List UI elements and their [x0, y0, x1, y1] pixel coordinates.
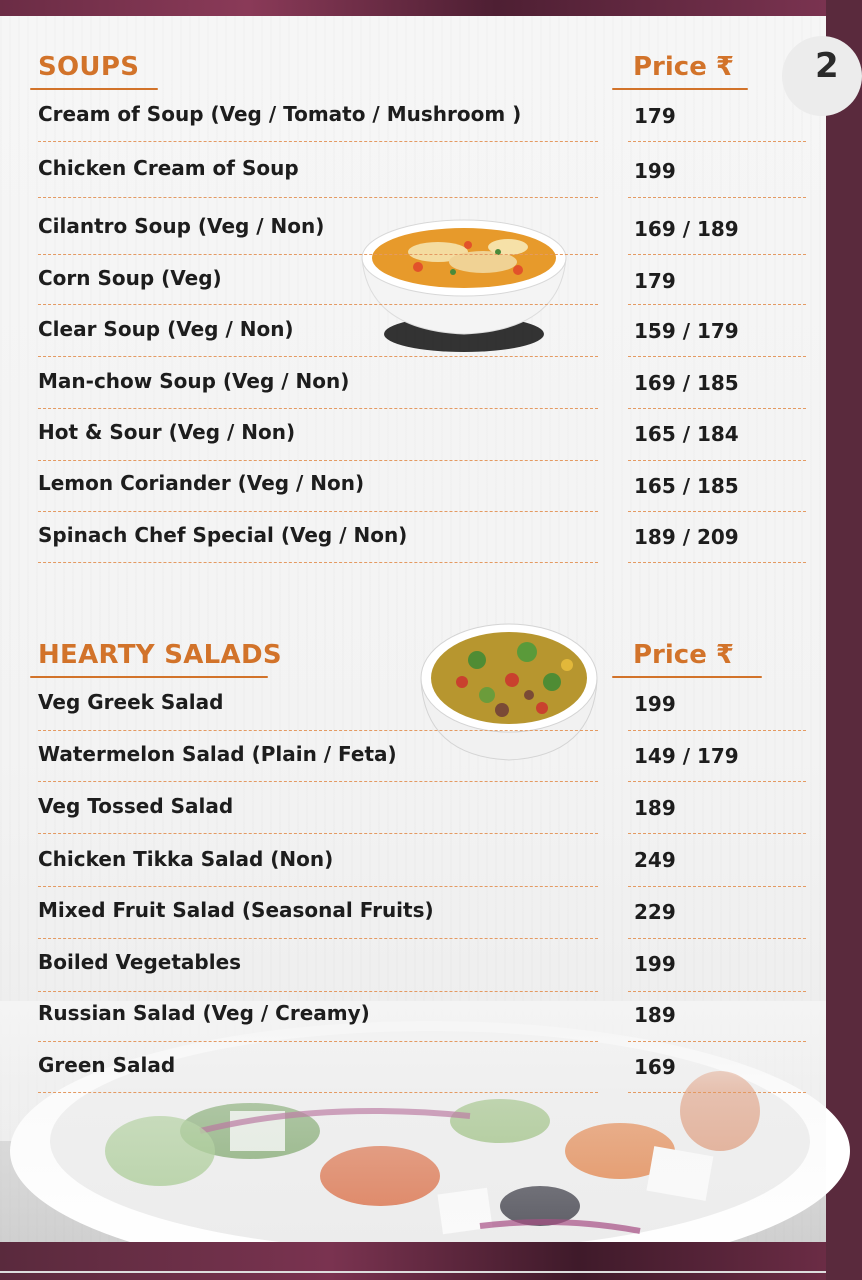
- page-number: 2: [815, 46, 839, 86]
- list-item: Cilantro Soup (Veg / Non): [38, 214, 325, 238]
- list-item: Veg Tossed Salad: [38, 794, 234, 818]
- list-item: Chicken Cream of Soup: [38, 156, 299, 180]
- item-price: 189: [634, 1003, 676, 1027]
- menu-page: [0, 16, 839, 1242]
- list-item: Chicken Tikka Salad (Non): [38, 847, 334, 871]
- divider: [38, 781, 598, 782]
- item-price: 249: [634, 848, 676, 872]
- divider: [38, 991, 598, 992]
- list-item: Cream of Soup (Veg / Tomato / Mushroom ): [38, 102, 522, 126]
- item-price: 199: [634, 159, 676, 183]
- item-price: 165 / 185: [634, 474, 739, 498]
- item-price: 159 / 179: [634, 319, 739, 343]
- divider: [628, 991, 806, 992]
- divider: [628, 197, 806, 198]
- soups-heading: SOUPS: [38, 52, 140, 82]
- item-price: 169: [634, 1055, 676, 1079]
- divider: [38, 356, 598, 357]
- item-price: 179: [634, 269, 676, 293]
- divider: [628, 304, 806, 305]
- list-item: Hot & Sour (Veg / Non): [38, 420, 296, 444]
- divider: [628, 141, 806, 142]
- item-price: 189 / 209: [634, 525, 739, 549]
- divider: [628, 562, 806, 563]
- list-item: Green Salad: [38, 1053, 176, 1077]
- item-price: 189: [634, 796, 676, 820]
- list-item: Lemon Coriander (Veg / Non): [38, 471, 365, 495]
- list-item: Watermelon Salad (Plain / Feta): [38, 742, 397, 766]
- salads-price-underline: [612, 676, 762, 678]
- divider: [38, 408, 598, 409]
- divider: [38, 1041, 598, 1042]
- divider: [628, 833, 806, 834]
- item-price: 169 / 189: [634, 217, 739, 241]
- divider: [38, 886, 598, 887]
- divider: [38, 304, 598, 305]
- divider: [38, 730, 598, 731]
- divider: [628, 460, 806, 461]
- divider: [628, 1092, 806, 1093]
- item-price: 199: [634, 692, 676, 716]
- list-item: Mixed Fruit Salad (Seasonal Fruits): [38, 898, 434, 922]
- divider: [628, 938, 806, 939]
- divider: [38, 254, 598, 255]
- item-price: 229: [634, 900, 676, 924]
- divider: [628, 356, 806, 357]
- item-price: 149 / 179: [634, 744, 739, 768]
- list-item: Clear Soup (Veg / Non): [38, 317, 294, 341]
- divider: [628, 1041, 806, 1042]
- salads-heading: HEARTY SALADS: [38, 640, 282, 670]
- soups-price-underline: [612, 88, 748, 90]
- list-item: Corn Soup (Veg): [38, 266, 222, 290]
- salads-price-heading: Price ₹: [633, 640, 734, 670]
- list-item: Man-chow Soup (Veg / Non): [38, 369, 350, 393]
- divider: [38, 938, 598, 939]
- list-item: Veg Greek Salad: [38, 690, 224, 714]
- item-price: 165 / 184: [634, 422, 739, 446]
- list-item: Spinach Chef Special (Veg / Non): [38, 523, 408, 547]
- soups-price-heading: Price ₹: [633, 52, 734, 82]
- divider: [38, 141, 598, 142]
- item-price: 179: [634, 104, 676, 128]
- divider: [38, 833, 598, 834]
- divider: [38, 197, 598, 198]
- soup-bowl-icon: [358, 212, 570, 360]
- divider: [628, 408, 806, 409]
- bottom-border: [0, 1242, 826, 1280]
- divider: [628, 781, 806, 782]
- list-item: Boiled Vegetables: [38, 950, 242, 974]
- item-price: 199: [634, 952, 676, 976]
- divider: [38, 562, 598, 563]
- divider: [628, 254, 806, 255]
- soups-heading-underline: [30, 88, 158, 90]
- divider: [628, 511, 806, 512]
- salads-heading-underline: [30, 676, 268, 678]
- salad-bowl-icon: [417, 620, 601, 764]
- divider: [628, 886, 806, 887]
- top-border: [0, 0, 826, 16]
- divider: [38, 460, 598, 461]
- divider: [628, 730, 806, 731]
- divider: [38, 511, 598, 512]
- divider: [38, 1092, 598, 1093]
- salad-background-image: [0, 1001, 826, 1261]
- item-price: 169 / 185: [634, 371, 739, 395]
- list-item: Russian Salad (Veg / Creamy): [38, 1001, 370, 1025]
